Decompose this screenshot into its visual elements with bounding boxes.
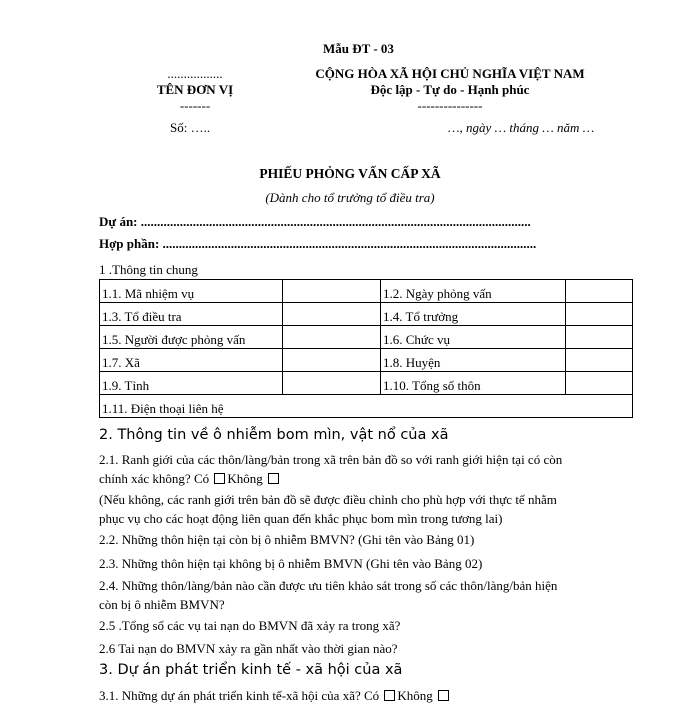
question-2-4: [99, 576, 639, 614]
question-2-2: 2.2. Những thôn hiện tại còn bị ô nhiễm BMVN? (Ghi tên vào Bảng 01): [99, 532, 475, 547]
question-text: còn bị ô nhiễm BMVN?: [99, 597, 225, 612]
cell-value[interactable]: [283, 349, 381, 372]
table-row: [100, 372, 633, 395]
cell-value[interactable]: [566, 280, 633, 303]
cell-label: 1.6. Chức vụ: [381, 326, 566, 349]
section-1-heading: 1 .Thông tin chung: [99, 262, 198, 277]
question-2-1: [99, 450, 639, 488]
no-checkbox[interactable]: [268, 473, 279, 484]
table-row: [100, 326, 633, 349]
question-text: 2.1. Ranh giới của các thôn/làng/bản trong xã trên bản đồ so với ranh giới hiện tại có còn: [99, 452, 563, 467]
note-2-1: [99, 490, 639, 528]
cell-label: 1.1. Mã nhiệm vụ: [100, 280, 283, 303]
cell-label: 1.10. Tổng số thôn: [381, 372, 566, 395]
cell-value[interactable]: [566, 303, 633, 326]
form-code: Mẫu ĐT - 03: [323, 41, 394, 56]
cell-label: 1.2. Ngày phỏng vấn: [381, 280, 566, 303]
unit-divider: -------: [179, 98, 211, 113]
no-checkbox[interactable]: [438, 690, 449, 701]
section-2-heading: 2. Thông tin về ô nhiễm bom mìn, vật nổ của xã: [99, 427, 449, 443]
table-row: [100, 395, 633, 418]
unit-name: TÊN ĐƠN VỊ: [156, 82, 234, 97]
cell-label[interactable]: 1.11. Điện thoại liên hệ: [100, 395, 633, 418]
cell-label: 1.7. Xã: [100, 349, 283, 372]
unit-dots: .................: [167, 66, 223, 81]
yes-checkbox[interactable]: [214, 473, 225, 484]
question-text: 2.4. Những thôn/làng/bản nào cần được ưu tiên khảo sát trong số các thôn/làng/bản hiện: [99, 578, 558, 593]
cell-label: 1.4. Tổ trưởng: [381, 303, 566, 326]
table-row: [100, 280, 633, 303]
question-text: 3.1. Những dự án phát triển kinh tế-xã hội của xã? Có: [99, 688, 380, 703]
question-text: chính xác không? Có: [99, 471, 210, 486]
cell-label: 1.8. Huyện: [381, 349, 566, 372]
motto-divider: ---------------: [417, 98, 483, 113]
cell-value[interactable]: [283, 372, 381, 395]
form-subtitle: (Dành cho tổ trưởng tổ điều tra): [265, 190, 435, 205]
cell-value[interactable]: [283, 303, 381, 326]
cell-value[interactable]: [566, 326, 633, 349]
cell-label: 1.9. Tỉnh: [100, 372, 283, 395]
national-motto: Độc lập - Tự do - Hạnh phúc: [370, 82, 530, 97]
question-3-1: [99, 686, 639, 705]
question-2-6: 2.6 Tai nạn do BMVN xảy ra gần nhất vào thời gian nào?: [99, 641, 398, 656]
no-label: Không: [397, 688, 433, 703]
cell-value[interactable]: [566, 372, 633, 395]
note-text: (Nếu không, các ranh giới trên bản đồ sẽ được điều chỉnh cho phù hợp với thực tế nhằm: [99, 492, 557, 507]
cell-value[interactable]: [283, 326, 381, 349]
form-title: PHIẾU PHỎNG VẤN CẤP XÃ: [259, 166, 441, 181]
cell-value[interactable]: [566, 349, 633, 372]
cell-value[interactable]: [283, 280, 381, 303]
note-text: phục vụ cho các hoạt động liên quan đến khắc phục bom mìn trong tương lai): [99, 511, 503, 526]
country-name: CỘNG HÒA XÃ HỘI CHỦ NGHĨA VIỆT NAM: [315, 66, 585, 81]
question-options: [99, 469, 639, 488]
section-3-heading: 3. Dự án phát triển kinh tế - xã hội của xã: [99, 662, 403, 678]
general-info-table: [99, 279, 633, 418]
yes-checkbox[interactable]: [384, 690, 395, 701]
no-label: Không: [227, 471, 263, 486]
table-row: [100, 303, 633, 326]
document-number: Số: …..: [170, 120, 211, 135]
component-field[interactable]: Hợp phần: ...................................................................................................................: [99, 236, 537, 251]
project-field[interactable]: Dự án: ........................................................................................................................: [99, 214, 531, 229]
question-2-5: 2.5 .Tổng số các vụ tai nạn do BMVN đã xảy ra trong xã?: [99, 618, 401, 633]
question-2-3: 2.3. Những thôn hiện tại không bị ô nhiễm BMVN (Ghi tên vào Bảng 02): [99, 556, 483, 571]
cell-label: 1.3. Tổ điều tra: [100, 303, 283, 326]
date-line: …, ngày … tháng … năm …: [448, 120, 595, 135]
cell-label: 1.5. Người được phỏng vấn: [100, 326, 283, 349]
table-row: [100, 349, 633, 372]
